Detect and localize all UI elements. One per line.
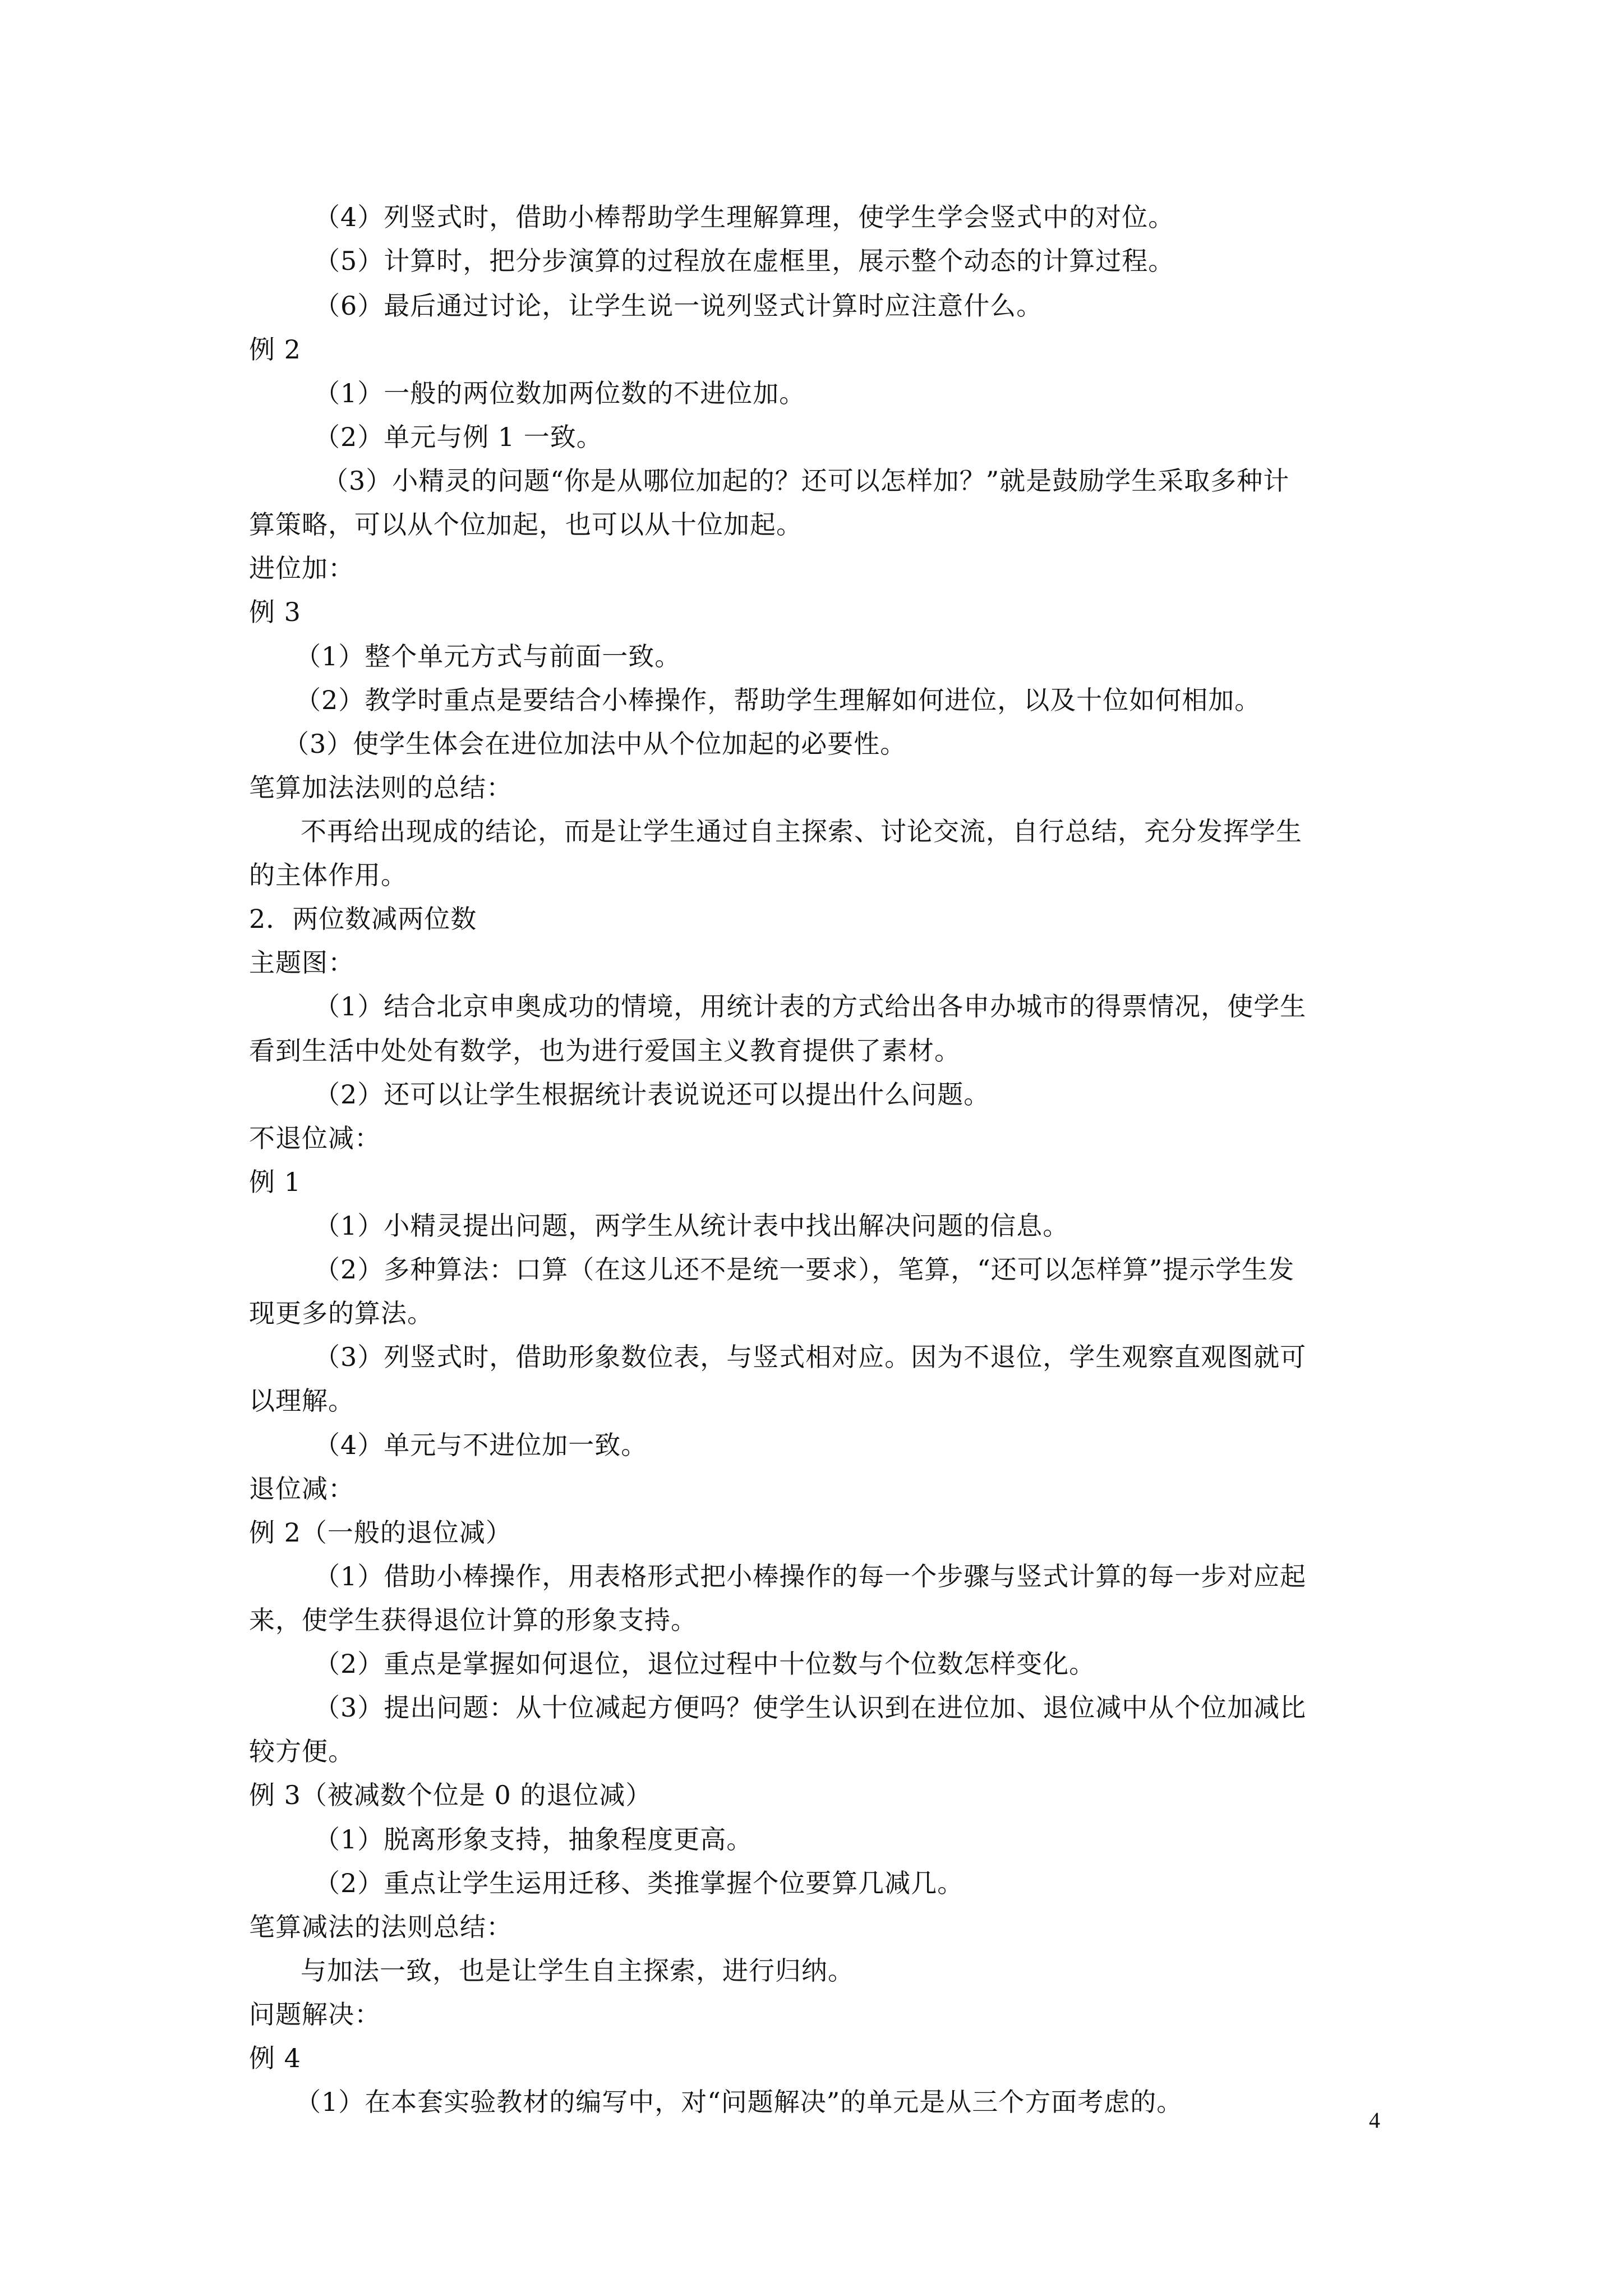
text-line: （2）单元与例 1 一致。 — [314, 422, 603, 452]
text-line: （2）教学时重点是要结合小棒操作，帮助学生理解如何进位，以及十位如何相加。 — [295, 685, 1261, 715]
text-line: （1）脱离形象支持，抽象程度更高。 — [314, 1824, 753, 1855]
text-line: 的主体作用。 — [249, 860, 407, 890]
text-line: 问题解决： — [249, 1999, 381, 2030]
text-line: （1）借助小棒操作，用表格形式把小棒操作的每一个步骤与竖式计算的每一步对应起 — [314, 1561, 1307, 1591]
text-line: （6）最后通过讨论，让学生说一说列竖式计算时应注意什么。 — [314, 291, 1043, 321]
text-line: 2．两位数减两位数 — [249, 904, 477, 934]
text-line: （1）一般的两位数加两位数的不进位加。 — [314, 378, 806, 408]
text-line: 现更多的算法。 — [249, 1298, 434, 1328]
text-line: （3）提出问题：从十位减起方便吗？使学生认识到在进位加、退位减中从个位加减比 — [314, 1692, 1307, 1723]
text-line: （4）列竖式时，借助小棒帮助学生理解算理，使学生学会竖式中的对位。 — [314, 202, 1175, 232]
text-line: 以理解。 — [249, 1386, 354, 1416]
text-line: （4）单元与不进位加一致。 — [314, 1430, 648, 1460]
page-number: 4 — [1369, 2108, 1380, 2133]
text-line: （2）重点让学生运用迁移、类推掌握个位要算几减几。 — [314, 1868, 964, 1898]
text-line: 算策略，可以从个位加起，也可以从十位加起。 — [249, 509, 803, 540]
text-line: 进位加： — [249, 553, 354, 583]
text-line: 例 1 — [249, 1167, 301, 1197]
text-line: （1）结合北京申奥成功的情境，用统计表的方式给出各申办城市的得票情况，使学生 — [314, 991, 1307, 1022]
text-line: （2）还可以让学生根据统计表说说还可以提出什么问题。 — [314, 1079, 990, 1110]
text-line: （1）小精灵提出问题，两学生从统计表中找出解决问题的信息。 — [314, 1211, 1069, 1241]
text-line: 不再给出现成的结论，而是让学生通过自主探索、讨论交流，自行总结，充分发挥学生 — [301, 816, 1302, 846]
text-line: 例 4 — [249, 2043, 301, 2073]
text-line: 笔算减法的法则总结： — [249, 1912, 513, 1942]
text-line: 例 2（一般的退位减） — [249, 1517, 512, 1548]
text-line: 笔算加法法则的总结： — [249, 772, 513, 803]
text-line: 看到生活中处处有数学，也为进行爱国主义教育提供了素材。 — [249, 1036, 961, 1066]
text-line: （5）计算时，把分步演算的过程放在虚框里，展示整个动态的计算过程。 — [314, 246, 1175, 276]
text-line: 主题图： — [249, 947, 354, 978]
text-line: （1）在本套实验教材的编写中，对“问题解决”的单元是从三个方面考虑的。 — [295, 2087, 1183, 2117]
text-line: 例 2 — [249, 334, 301, 365]
text-line: （3）列竖式时，借助形象数位表，与竖式相对应。因为不退位，学生观察直观图就可 — [314, 1342, 1307, 1372]
text-line: 退位减： — [249, 1474, 354, 1504]
text-line: （3）使学生体会在进位加法中从个位加起的必要性。 — [283, 729, 907, 759]
text-line: 与加法一致，也是让学生自主探索，进行归纳。 — [301, 1955, 854, 1986]
text-line: 较方便。 — [249, 1736, 354, 1766]
text-line: 例 3（被减数个位是 0 的退位减） — [249, 1780, 652, 1810]
text-line: （1）整个单元方式与前面一致。 — [295, 641, 681, 671]
text-line: （2）多种算法：口算（在这儿还不是统一要求），笔算，“还可以怎样算”提示学生发 — [314, 1254, 1295, 1285]
text-line: 例 3 — [249, 597, 301, 627]
text-line: 来，使学生获得退位计算的形象支持。 — [249, 1605, 697, 1635]
text-line: 不退位减： — [249, 1123, 381, 1153]
text-line: （2）重点是掌握如何退位，退位过程中十位数与个位数怎样变化。 — [314, 1649, 1096, 1679]
text-line: （3）小精灵的问题“你是从哪位加起的？还可以怎样加？”就是鼓励学生采取多种计 — [322, 466, 1290, 496]
